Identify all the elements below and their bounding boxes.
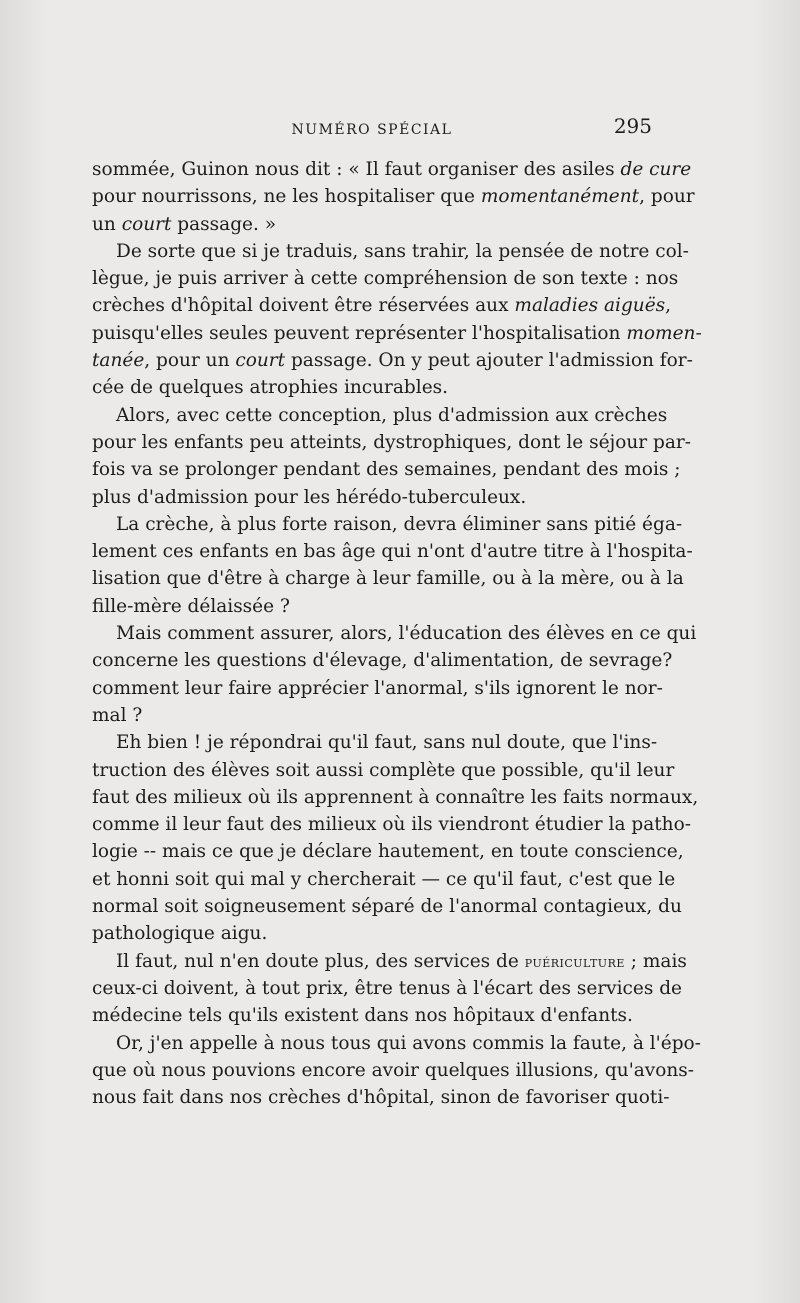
text-line: comment leur faire apprécier l'anormal, s'ils ignorent le nor-: [92, 677, 663, 699]
text-run: Il faut, nul n'en doute plus, des services de: [116, 950, 525, 972]
text-line: plus d'admission pour les hérédo-tuberculeux.: [92, 486, 527, 508]
text-line: ceux-ci doivent, à tout prix, être tenus à l'écart des services de: [92, 977, 683, 999]
text-line: lement ces enfants en bas âge qui n'ont d'autre titre à l'hospita-: [92, 541, 693, 563]
italic-run: maladies aiguës: [514, 295, 666, 317]
text-line: concerne les questions d'élevage, d'alimentation, de sevrage?: [92, 650, 673, 672]
italic-run: momen-: [626, 322, 702, 344]
text-line: truction des élèves soit aussi complète que possible, qu'il leur: [92, 759, 675, 781]
text-line: médecine tels qu'ils existent dans nos hôpitaux d'enfants.: [92, 1005, 633, 1027]
text-line: [92, 948, 687, 975]
italic-run: tanée: [92, 350, 145, 372]
text-line: Alors, avec cette conception, plus d'admission aux crèches: [116, 404, 668, 426]
text-run: ; mais: [624, 950, 687, 972]
italic-run: court: [121, 213, 172, 235]
text-line: De sorte que si je traduis, sans trahir, la pensée de notre col-: [116, 240, 689, 262]
text-line: [92, 156, 692, 183]
italic-run: court: [235, 350, 286, 372]
italic-run: de cure: [620, 159, 692, 180]
text-run: pour nourrissons, ne les hospitaliser que: [92, 186, 481, 208]
text-run: , pour un: [144, 350, 236, 372]
text-line: La crèche, à plus forte raison, devra éliminer sans pitié éga-: [116, 513, 683, 535]
text-line: [92, 320, 702, 347]
text-line: mal ?: [92, 704, 143, 726]
running-title: NUMÉRO SPÉCIAL: [291, 122, 453, 138]
text-line: et honni soit qui mal y chercherait — ce qu'il faut, c'est que le: [92, 868, 676, 890]
text-line: Eh bien ! je répondrai qu'il faut, sans nul doute, que l'ins-: [116, 732, 658, 754]
text-run: sommée, Guinon nous dit : « Il faut organiser des asiles: [92, 159, 621, 180]
text-run: passage. On y peut ajouter l'admission for-: [285, 350, 693, 372]
page-number: 295: [613, 114, 652, 138]
text-run: un: [92, 213, 122, 235]
text-run: passage. »: [171, 213, 277, 235]
small-caps-run: puériculture: [524, 952, 625, 971]
text-run: crèches d'hôpital doivent être réservées aux: [92, 295, 515, 317]
text-line: [92, 347, 693, 374]
text-line: [92, 183, 695, 210]
text-line: pour les enfants peu atteints, dystrophiques, dont le séjour par-: [92, 431, 691, 453]
text-line: nous fait dans nos crèches d'hôpital, sinon de favoriser quoti-: [92, 1087, 670, 1109]
text-line: lègue, je puis arriver à cette compréhension de son texte : nos: [92, 268, 679, 290]
text-run: , pour: [639, 186, 695, 208]
text-run: puisqu'elles seules peuvent représenter l'hospitalisation: [92, 322, 627, 344]
body-text: [92, 156, 702, 1111]
text-line: [92, 211, 652, 238]
text-line: [92, 292, 672, 319]
running-head: [92, 114, 652, 142]
text-line: cée de quelques atrophies incurables.: [92, 377, 449, 399]
text-line: comme il leur faut des milieux où ils viendront étudier la patho-: [92, 814, 691, 836]
text-line: fille-mère délaissée ?: [92, 595, 290, 617]
text-line: logie -- mais ce que je déclare hautement, en toute conscience,: [92, 841, 684, 863]
italic-run: momentanément: [480, 186, 640, 208]
text-line: fois va se prolonger pendant des semaines, pendant des mois ;: [92, 459, 681, 481]
text-line: que où nous pouvions encore avoir quelques illusions, qu'avons-: [92, 1059, 695, 1081]
text-line: pathologique aigu.: [92, 923, 268, 945]
text-line: normal soit soigneusement séparé de l'anormal contagieux, du: [92, 896, 682, 918]
text-line: lisation que d'être à charge à leur famille, ou à la mère, ou à la: [92, 568, 684, 590]
text-run: ,: [665, 295, 672, 317]
text-line: Mais comment assurer, alors, l'éducation des élèves en ce qui: [116, 623, 697, 645]
text-line: Or, j'en appelle à nous tous qui avons commis la faute, à l'épo-: [116, 1032, 701, 1054]
text-line: faut des milieux où ils apprennent à connaître les faits normaux,: [92, 786, 699, 808]
